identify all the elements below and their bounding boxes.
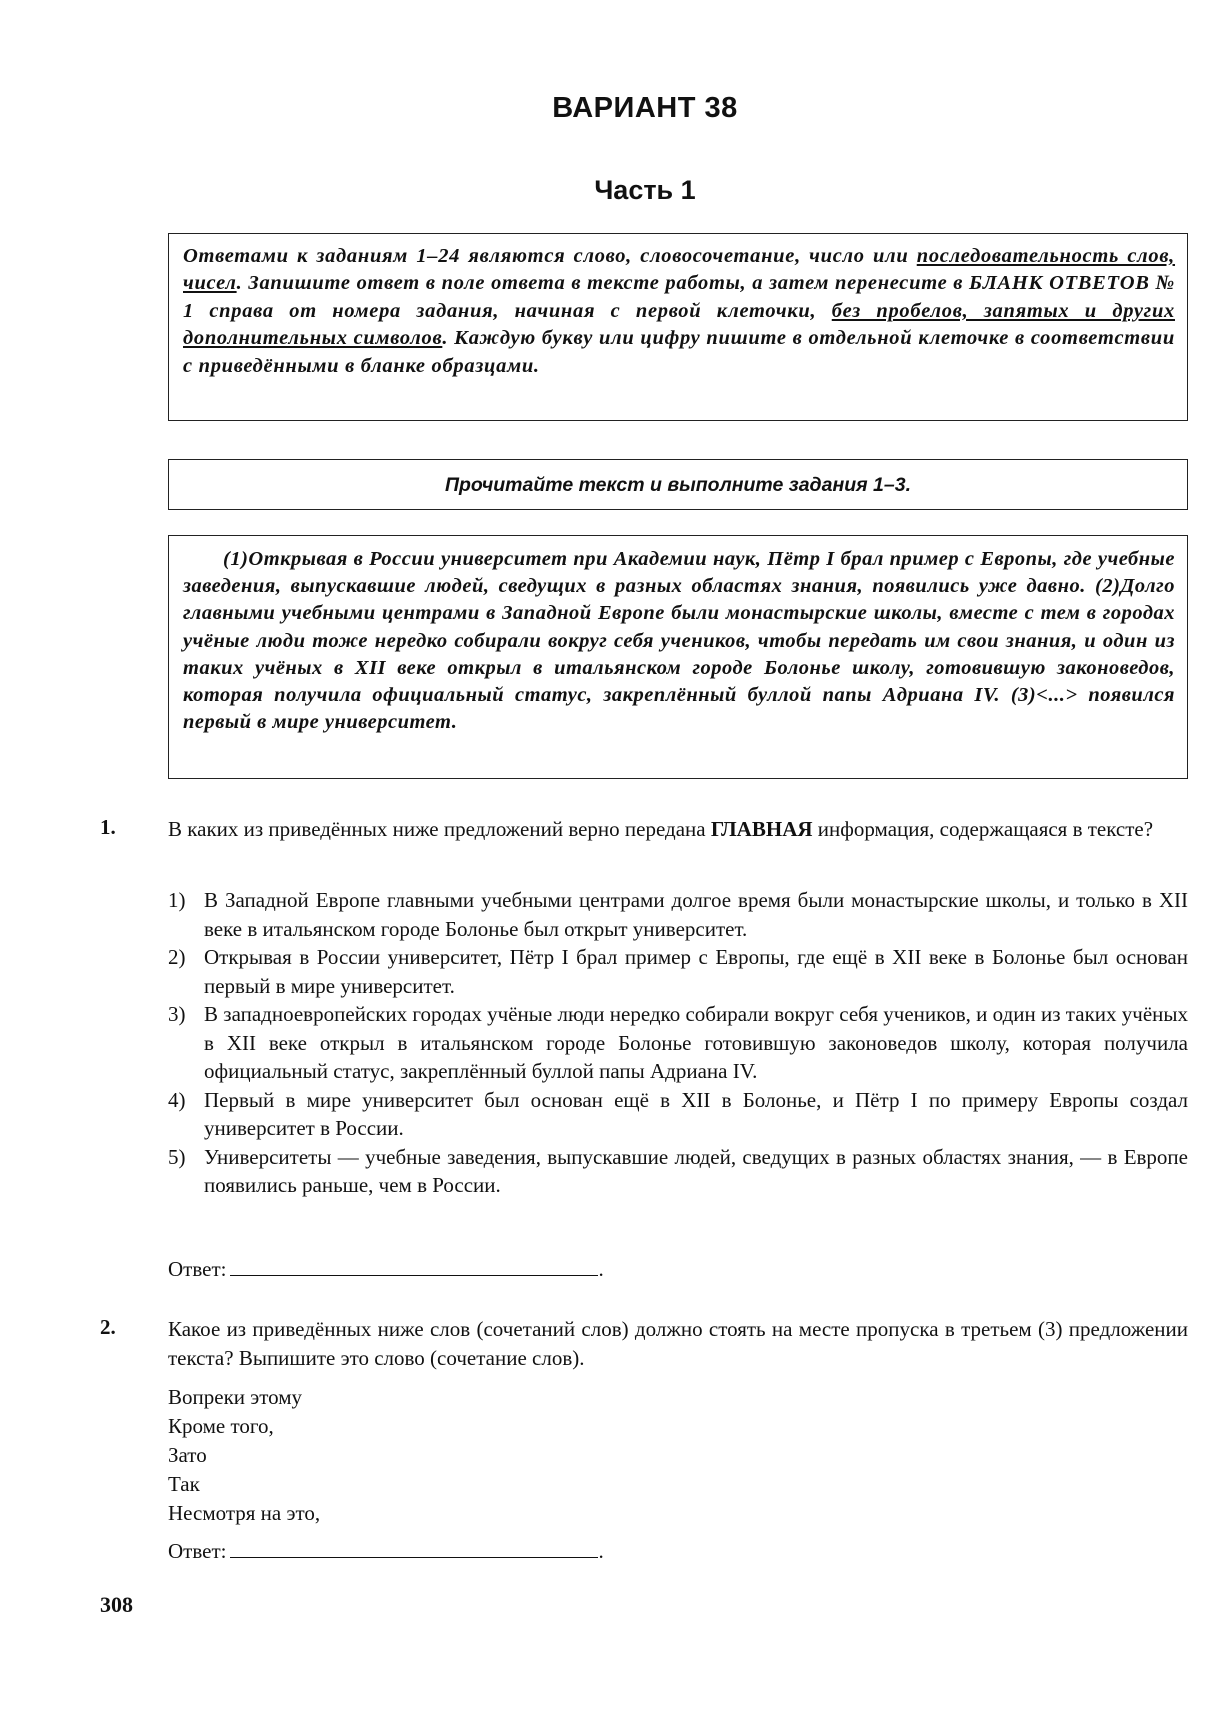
option-text: Первый в мире университет был основан ещё в XII в Болонье, и Пётр I по примеру Европы создал университет в России. (204, 1087, 1188, 1140)
option-number: 3) (168, 1002, 186, 1026)
question-emphasis: ГЛАВНАЯ (710, 817, 813, 841)
question-part: информация, содержащаяся в тексте? (812, 817, 1154, 841)
word-list (168, 1383, 768, 1528)
task-question: Какое из приведённых ниже слов (сочетаний слов) должно стоять на месте пропуска в третьем (3) предложении текста? Выпишите это слово (сочетание слов). (168, 1317, 1188, 1370)
option-number: 1) (168, 888, 186, 912)
option-text: Университеты — учебные заведения, выпускавшие людей, сведущих в разных областях знания, — в Европе появились раньше, чем в России. (204, 1144, 1188, 1197)
word-option: Так (168, 1472, 200, 1496)
option-text: Открывая в России университет, Пётр I брал пример с Европы, где ещё в XII веке в Болонье был основан первый в мире университет. (204, 945, 1188, 998)
task-number: 1. (100, 815, 116, 839)
option-text: В Западной Европе главными учебными центрами долгое время были монастырские школы, и только в XII веке в итальянском городе Болонье был открыт университет. (204, 888, 1188, 941)
answer-field[interactable] (168, 1537, 604, 1565)
instructions-underlined: последовательность слов, чисел (183, 245, 1176, 295)
answer-blank[interactable] (230, 1539, 598, 1558)
task-number: 2. (100, 1315, 116, 1339)
answer-field[interactable] (168, 1255, 604, 1283)
word-option: Зато (168, 1443, 207, 1467)
source-text-box (168, 535, 1188, 779)
option-item (168, 1143, 1188, 1200)
answer-options (168, 886, 1188, 1200)
read-instruction-label: Прочитайте текст и выполните задания 1–3. (445, 474, 911, 496)
option-item (168, 886, 1188, 943)
option-item (168, 1000, 1188, 1086)
answer-end: . (598, 1257, 604, 1281)
source-text: (1)Открывая в России университет при Академии наук, Пётр I брал пример с Европы, где учебные заведения, выпускавшие людей, сведущих в разных областях знания, появились уже давно. (2)Долго главными учебными центрами в Западной Европе были монастырские школы, вместе с тем в городах учёные люди тоже нередко собирали вокруг себя учеников, чтобы передать им свои знания, и один из таких учёных в XII веке открыл в итальянском городе Болонье школу, готовившую законоведов, которая получила официальный статус, закреплённый буллой папы Адриана IV. (3)<...> появился первый в мире университет. (183, 548, 1175, 734)
answer-blank[interactable] (230, 1257, 598, 1276)
option-number: 4) (168, 1087, 186, 1112)
word-option: Несмотря на это, (168, 1501, 321, 1525)
instructions-underlined: без пробелов, запятых и других дополнительных символов (183, 299, 1175, 350)
option-text: В западноевропейских городах учёные люди нередко собирали вокруг себя учеников, и один из таких учёных в XII веке открыл в итальянском городе Болонье готовившую законоведов школу, которая получила официальный статус, закреплённый буллой папы Адриана IV. (204, 1002, 1188, 1083)
question-part: В каких из приведённых ниже предложений верно передана (168, 817, 711, 841)
instructions-box (168, 233, 1188, 421)
instructions-text (183, 243, 1175, 380)
part-title: Часть 1 (594, 175, 696, 205)
page-number: 308 (100, 1592, 133, 1617)
option-number: 5) (168, 1144, 186, 1169)
answer-label: Ответ: (168, 1257, 227, 1281)
instructions-part: . Запишите ответ в поле ответа в тексте работы, а затем перенесите в БЛАНК ОТВЕТОВ № 1 справа от номера задания, начиная с первой клеточки, (183, 272, 1175, 322)
instructions-part: Ответами к заданиям 1–24 являются слово, словосочетание, число или (183, 245, 917, 267)
option-item (168, 1086, 1188, 1143)
answer-end: . (598, 1539, 604, 1563)
word-option: Кроме того, (168, 1414, 274, 1438)
read-instruction-box (168, 459, 1188, 510)
word-option: Вопреки этому (168, 1385, 303, 1409)
instructions-part: . Каждую букву или цифру пишите в отдельной клеточке в соответствии с приведёнными в бланке образцами. (183, 327, 1175, 377)
option-number: 2) (168, 945, 186, 969)
option-item (168, 943, 1188, 1000)
task-question (168, 815, 1188, 844)
answer-label: Ответ: (168, 1539, 227, 1563)
variant-title: ВАРИАНТ 38 (552, 92, 738, 124)
